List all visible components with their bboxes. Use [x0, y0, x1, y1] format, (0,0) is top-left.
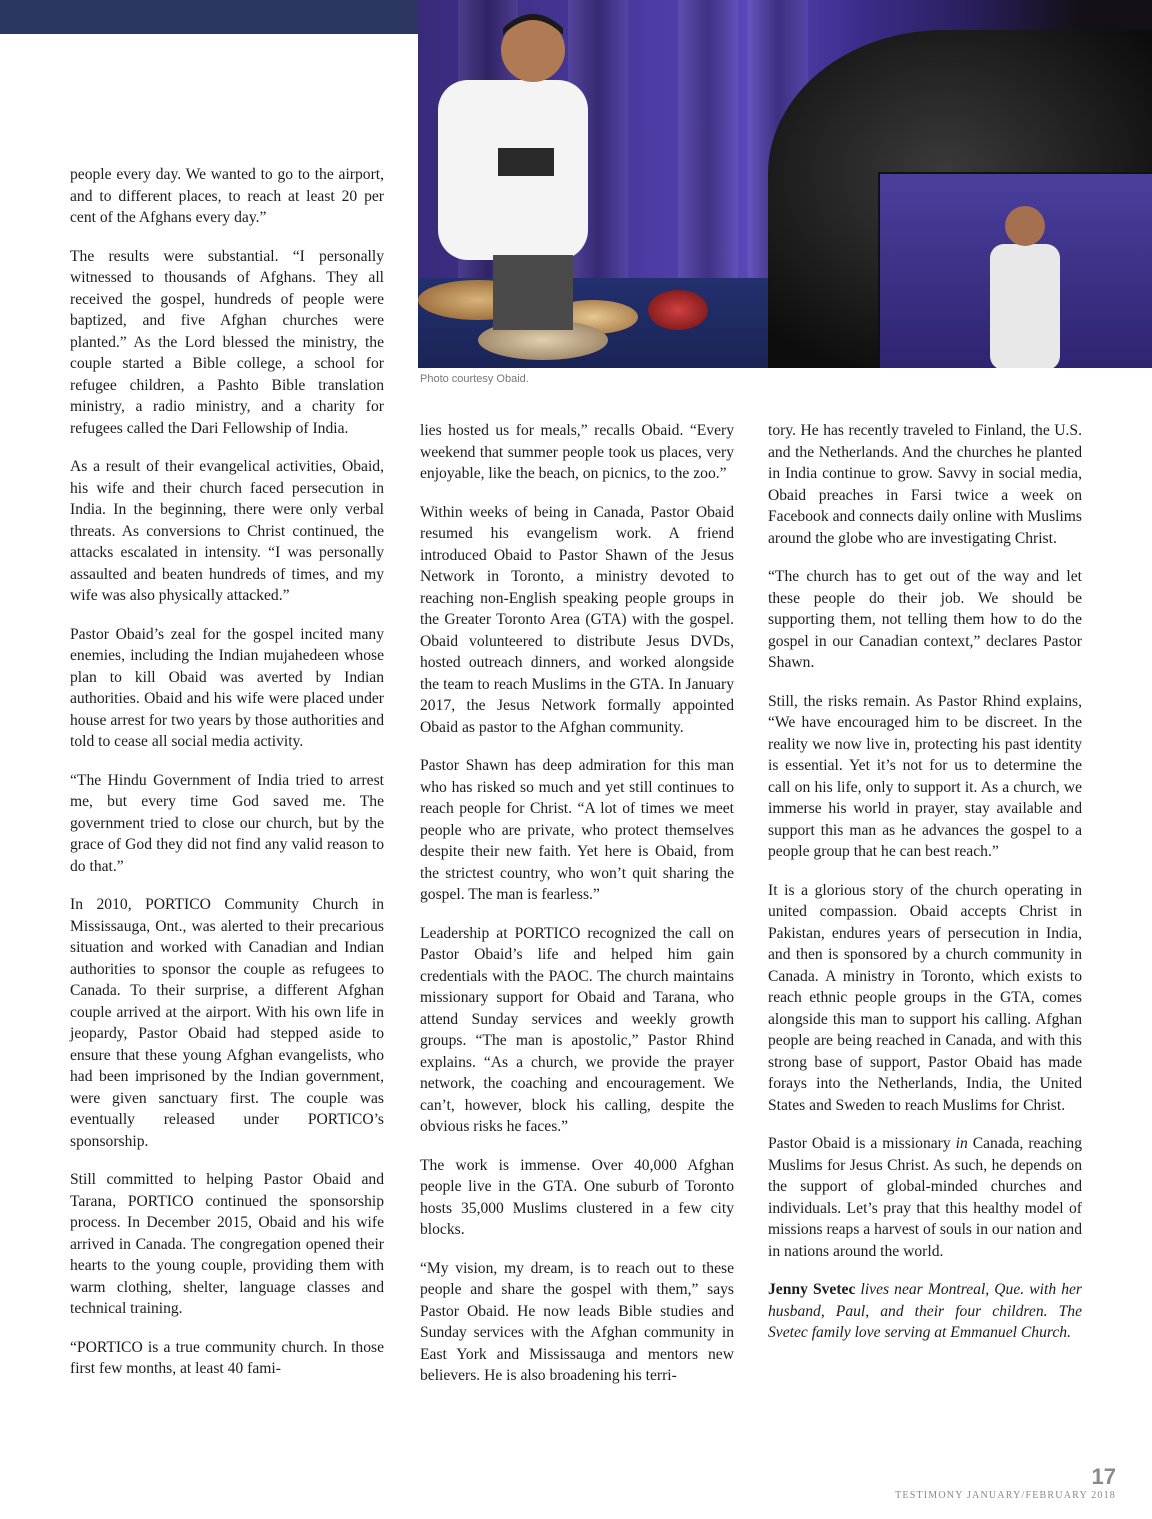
paragraph: It is a glorious story of the church operating in united compassion. Obaid accepts Christ in Pakistan, endures years of persecution in India, and then is sponsored by a church community in Canada. A ministry in Toronto, which exists to reach ethnic people groups in the GTA, comes alongside this man to support his calling. Afghan people are being reached in Canada, and with this strong base of support, Pastor Obaid has made forays into the Netherlands, India, the United States and Sweden to reach Muslims for Christ.: [768, 881, 1082, 1114]
paragraph: The work is immense. Over 40,000 Afghan people live in the GTA. One suburb of Toronto hosts 35,000 Muslims clustered in a few city blocks.: [420, 1156, 734, 1238]
paragraph: In 2010, PORTICO Community Church in Mississauga, Ont., was alerted to their precarious situation and worked with Canadian and Indian authorities to sponsor the couple as refugees to Canada. To their surprise, a different Afghan couple arrived at the airport. With his own life in jeopardy, Pastor Obaid had stepped aside to ensure that these young Afghan evangelists, who had been imprisoned by the Indian government, were given sanctuary first. The couple was eventually released under PORTICO’s sponsorship.: [70, 896, 384, 1150]
article-photo: [418, 0, 1152, 368]
mission-text-start: Pastor Obaid is a missionary: [768, 1135, 956, 1152]
article-column-1: [70, 164, 384, 1397]
magazine-footer: TESTIMONY JANUARY/FEBRUARY 2018: [895, 1490, 1116, 1501]
top-color-bar: [0, 0, 418, 34]
photo-caption: Photo courtesy Obaid.: [420, 373, 529, 385]
article-column-3: [768, 420, 1082, 1361]
paragraph: Still committed to helping Pastor Obaid and Tarana, PORTICO continued the sponsorship process. In December 2015, Obaid and his wife arrived in Canada. The congregation opened their hearts to the young couple, providing them with warm clothing, shelter, language classes and technical training.: [70, 1171, 384, 1317]
paragraph: As a result of their evangelical activities, Obaid, his wife and their church faced persecution in India. In the beginning, there were only verbal threats. As conversions to Christ continued, the attacks escalated in intensity. “I was personally assaulted and beaten hundreds of times, and my wife was also physically attacked.”: [70, 458, 384, 604]
paragraph: “The Hindu Government of India tried to arrest me, but every time God saved me. The government tried to close our church, but by the grace of God they did not find any valid reason to do that.”: [70, 771, 384, 875]
mission-text-end: Canada, reaching Muslims for Jesus Christ. As such, he depends on the support of global-minded churches and individuals. Let’s pray that this healthy model of missions reaps a harvest of souls in our nation and in nations around the world.: [768, 1135, 1083, 1260]
paragraph: lies hosted us for meals,” recalls Obaid. “Every weekend that summer people took us places, very enjoyable, like the beach, on picnics, to the zoo.”: [420, 422, 734, 482]
paragraph: “PORTICO is a true community church. In those first few months, at least 40 fami-: [70, 1338, 384, 1377]
paragraph: Within weeks of being in Canada, Pastor Obaid resumed his evangelism work. A friend introduced Obaid to Pastor Shawn of the Jesus Network in Toronto, a ministry devoted to reaching non-English speaking people groups in the Greater Toronto Area (GTA) with the gospel. Obaid volunteered to distribute Jesus DVDs, hosted outreach dinners, and worked alongside the team to reach Muslims in the GTA. In January 2017, the Jesus Network formally appointed Obaid as pastor to the Afghan community.: [420, 503, 734, 736]
mission-paragraph: [768, 1133, 1082, 1262]
paragraph: “The church has to get out of the way and let these people do their job. We should be supporting them, not telling them how to do the gospel in our Canadian context,” declares Pastor Shawn.: [768, 568, 1082, 671]
paragraph: Still, the risks remain. As Pastor Rhind explains, “We have encouraged him to be discreet. In the reality we now live in, protecting his past identity is essential. Yet it’s not for us to determine the call on his life, only to support it. As a church, we immerse his world in prayer, stay available and support this man as he advances the gospel to a people group that he can best reach.”: [768, 692, 1082, 860]
camera-monitor: [878, 172, 1152, 368]
article-column-2: [420, 420, 734, 1404]
paragraph: Leadership at PORTICO recognized the call on Pastor Obaid’s life and helped him gain credentials with the PAOC. The church maintains missionary support for Obaid and Tarana, who attend Sunday services and weekly growth groups. “The man is apostolic,” Pastor Rhind explains. “As a church, we provide the prayer network, the coaching and encouragement. We can’t, however, block his calling, despite the obvious risks he faces.”: [420, 924, 734, 1135]
author-bio: [768, 1279, 1082, 1344]
paragraph: Pastor Shawn has deep admiration for this man who has risked so much and yet still continues to reach people for Christ. “A lot of times we meet people who are private, who protect themselves despite their new faith. Yet here is Obaid, from the strictest country, who won’t quit sharing the gospel. The man is fearless.”: [420, 757, 734, 903]
paragraph: Pastor Obaid’s zeal for the gospel incited many enemies, including the Indian mujahedeen whose plan to kill Obaid was averted by Indian authorities. Obaid and his wife were placed under house arrest for two years by those authorities and told to cease all social media activity.: [70, 625, 384, 750]
paragraph: tory. He has recently traveled to Finland, the U.S. and the Netherlands. And the churches he planted in India continue to grow. Savvy in social media, Obaid preaches in Farsi twice a week on Facebook and connects daily online with Muslims around the globe who are investigating Christ.: [768, 422, 1082, 547]
paragraph: “My vision, my dream, is to reach out to these people and share the gospel with them,” says Pastor Obaid. He now leads Bible studies and Sunday services with the Afghan community in East York and Mississauga and mentors new believers. He is also broadening his terri-: [420, 1259, 734, 1384]
page-number: 17: [1091, 1464, 1116, 1489]
paragraph: The results were substantial. “I personally witnessed to thousands of Afghans. They all received the gospel, hundreds of people were baptized, and five Afghan churches were planted.” As the Lord blessed the ministry, the couple started a Bible college, a school for refugee children, a Pashto Bible translation ministry, a radio ministry, and a charity for refugees called the Dari Fellowship of India.: [70, 247, 384, 437]
author-name: Jenny Svetec: [768, 1281, 856, 1298]
paragraph: people every day. We wanted to go to the airport, and to different places, to reach at least 20 per cent of the Afghans every day.”: [70, 166, 384, 226]
mission-emphasis: in: [955, 1135, 968, 1152]
author-bio-text: lives near Montreal, Que. with her husband, Paul, and their four children. The Svetec family love serving at Emmanuel Church.: [768, 1281, 1083, 1341]
